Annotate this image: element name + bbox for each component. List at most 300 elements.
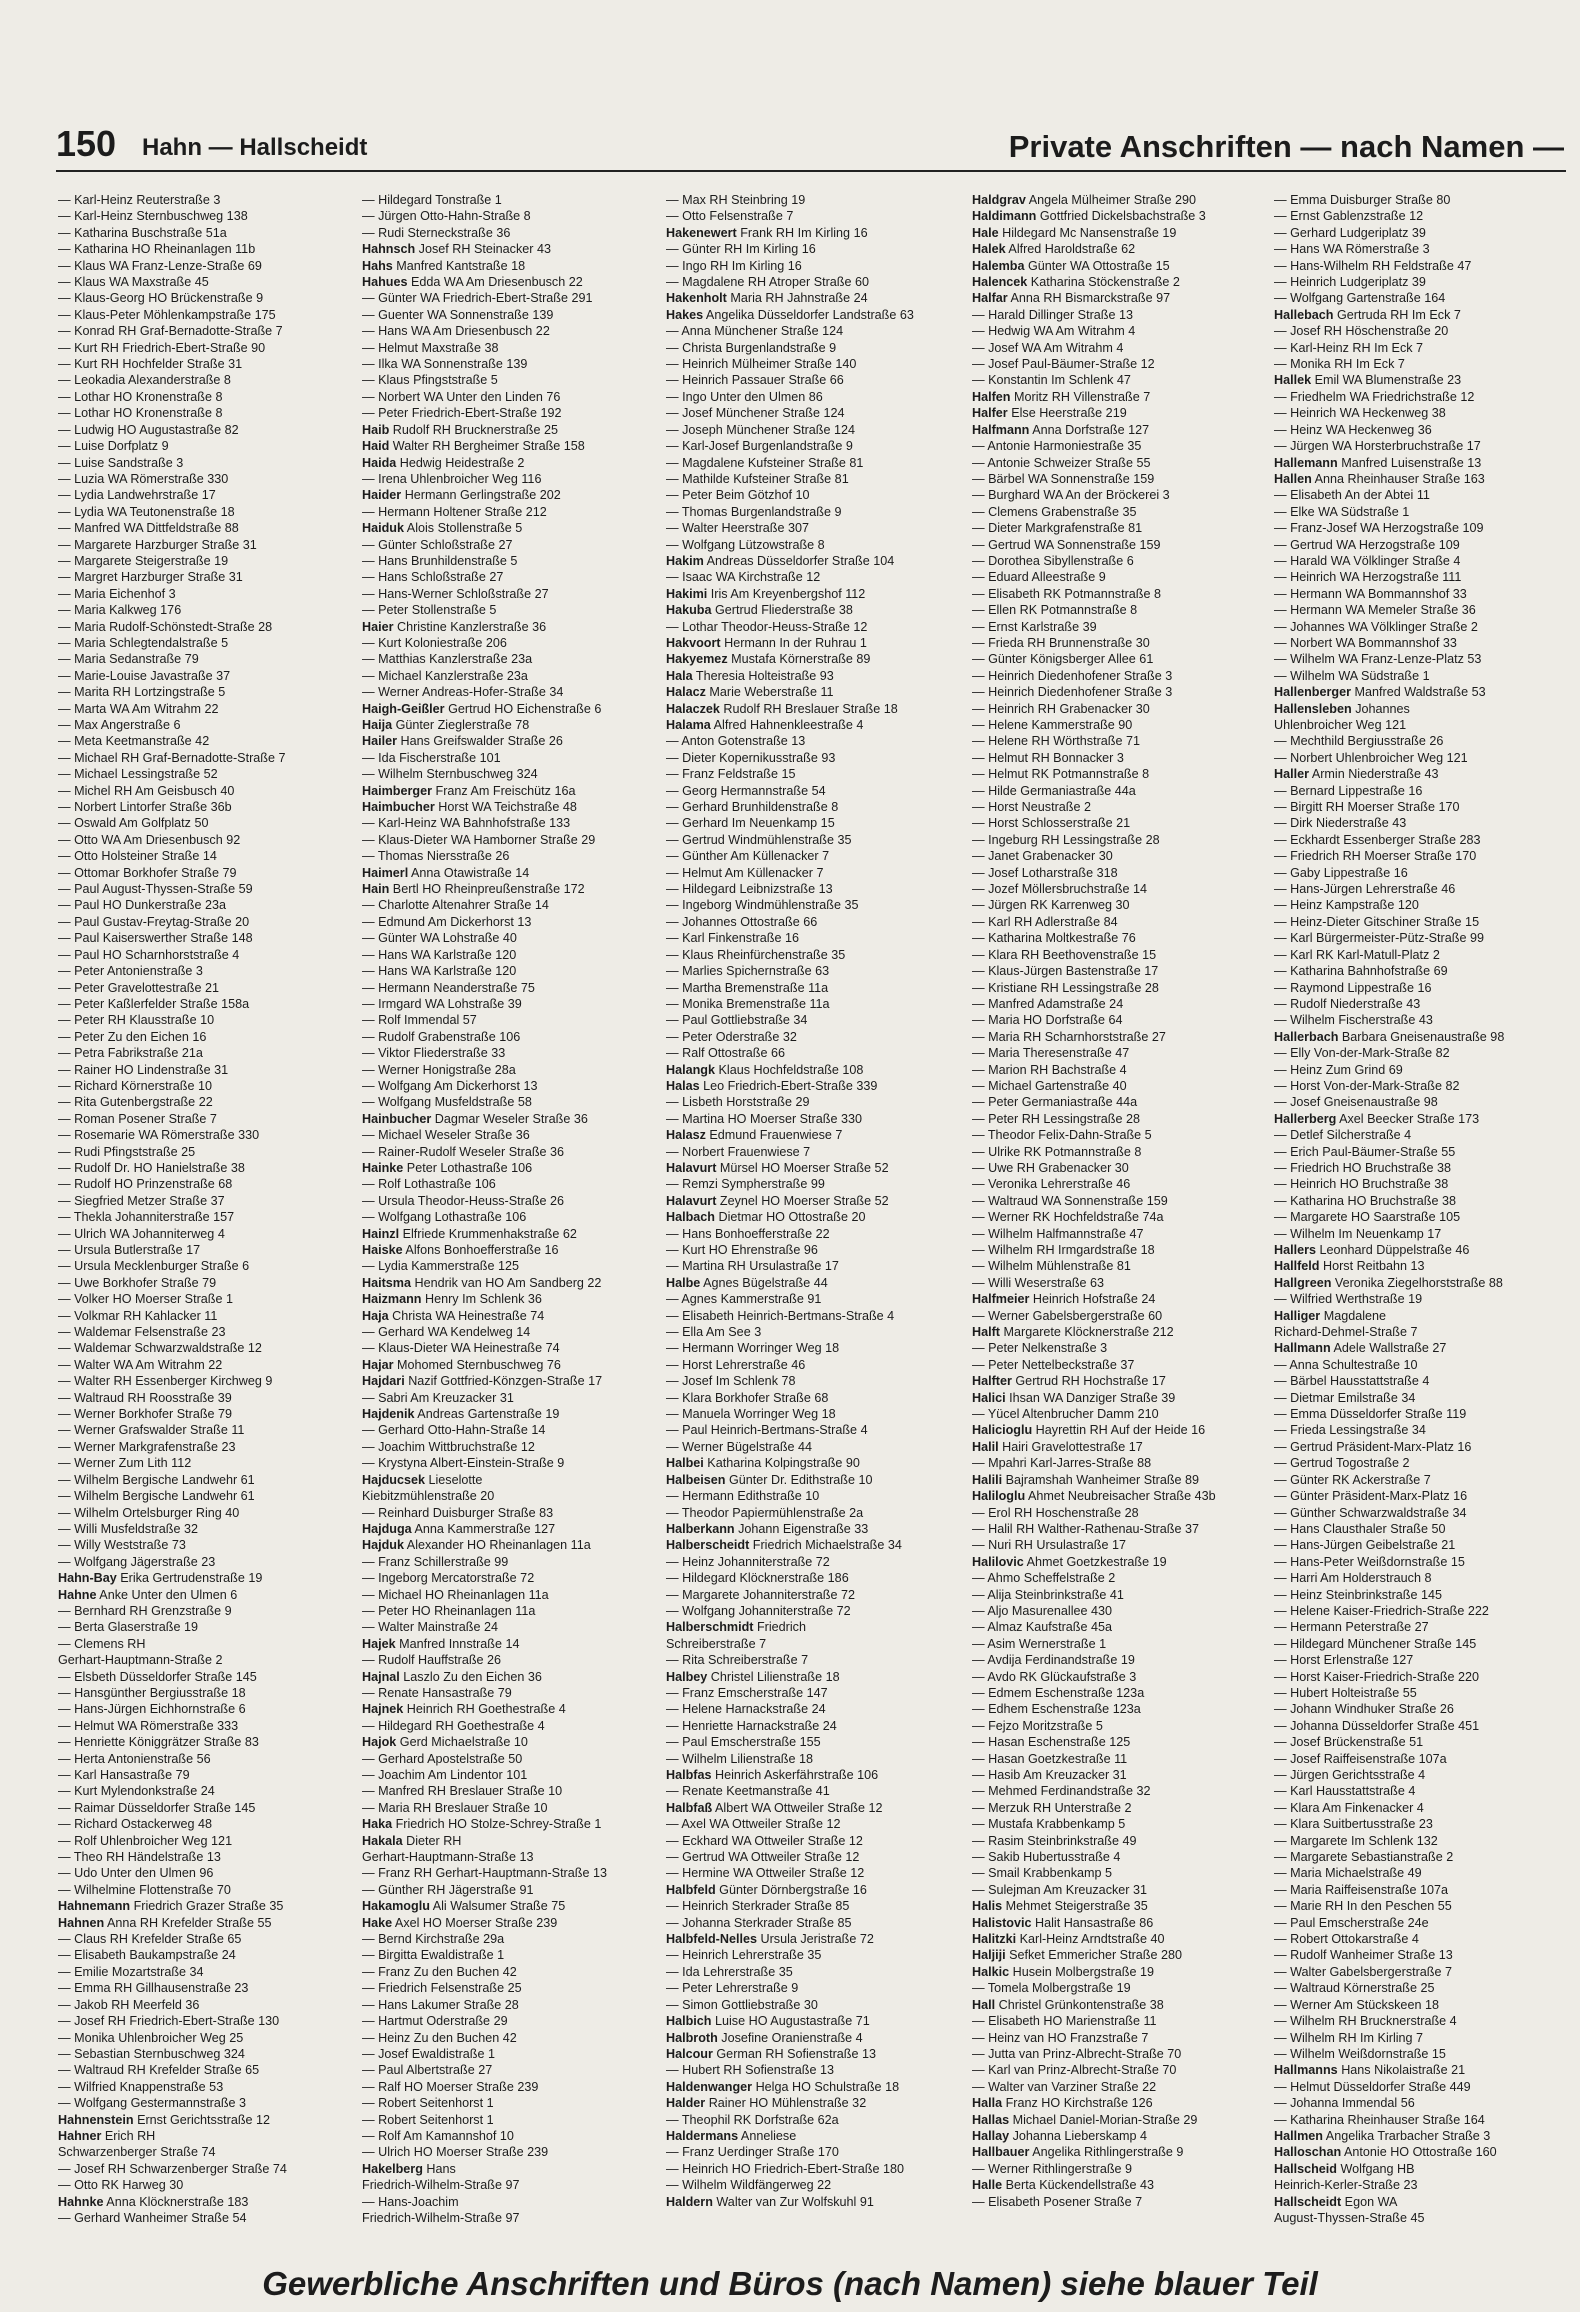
surname: Hallay [972,2128,1010,2143]
directory-entry: — Horst Lehrerstraße 46 [666,1357,806,1372]
directory-entry: — Walter Heerstraße 307 [666,521,810,536]
directory-entry: — Birgitta Ewaldistraße 1 [362,1948,505,1963]
directory-entry: — Krystyna Albert-Einstein-Straße 9 [362,1456,565,1471]
surname: Hakenewert [666,225,737,240]
directory-entry: — Hans WA Am Driesenbusch 22 [362,324,550,339]
directory-entry: Halistovic Halit Hansastraße 86 [972,1915,1154,1930]
directory-entry: — Wilhelm Mühlenstraße 81 [972,1259,1131,1274]
directory-columns [58,192,1566,2232]
header-rule [56,170,1566,172]
directory-entry: — Veronika Lehrerstraße 46 [972,1177,1131,1192]
footer-notice: Gewerbliche Anschriften und Büros (nach Namen) siehe blauer Teil [262,2265,1318,2302]
directory-entry: — Reinhard Duisburger Straße 83 [362,1505,554,1520]
surname: Halbeisen [666,1472,726,1487]
directory-entry: — Franz RH Gerhart-Hauptmann-Straße 13 [362,1866,607,1881]
directory-entry: — Hermann Edithstraße 10 [666,1489,820,1504]
directory-entry: — Michael Lessingstraße 52 [58,767,218,782]
directory-entry: — Joseph Münchener Straße 124 [666,422,856,437]
directory-entry: — Michael RH Graf-Bernadotte-Straße 7 [58,750,286,765]
surname: Hallmen [1274,2128,1323,2143]
directory-entry: — Eckhardt Essenberger Straße 283 [1274,832,1481,847]
surname: Haldenwanger [666,2079,753,2094]
directory-entry: — Gerhard Im Neuenkamp 15 [666,816,835,831]
directory-entry: — Horst Von-der-Mark-Straße 82 [1274,1078,1460,1093]
directory-entry: — Wolfgang Jägerstraße 23 [58,1554,216,1569]
directory-entry: — Hubert Holteistraße 55 [1274,1685,1417,1700]
directory-entry: Haizmann Henry Im Schlenk 36 [362,1292,542,1307]
directory-entry: — Anna Schultestraße 10 [1274,1357,1418,1372]
directory-entry: — Gerhard Otto-Hahn-Straße 14 [362,1423,546,1438]
surname: Halkic [972,1964,1010,1979]
directory-entry: — Lothar HO Kronenstraße 8 [58,406,223,421]
directory-entry: Schwarzenberger Straße 74 [58,2145,216,2160]
directory-entry: — Wilhelm Bergische Landwehr 61 [58,1472,255,1487]
directory-entry: Hallers Leonhard Düppelstraße 46 [1274,1243,1470,1257]
directory-entry: Hallmann Adele Wallstraße 27 [1274,1341,1447,1356]
directory-entry: — Karl Finkenstraße 16 [666,931,799,946]
surname: Hahues [362,275,408,290]
directory-entry: — Richard Ostackerweg 48 [58,1817,212,1832]
directory-entry: — Klaus-Dieter WA Hamborner Straße 29 [362,832,596,847]
surname: Halilovic [972,1554,1024,1569]
directory-entry: Halbeisen Günter Dr. Edithstraße 10 [666,1472,873,1487]
directory-entry: — Ingo Unter den Ulmen 86 [666,389,823,404]
directory-entry: Halbei Katharina Kolpingstraße 90 [666,1456,860,1471]
directory-entry: — Katharina HO Rheinanlagen 11b [58,242,256,257]
directory-entry: — Antonie Harmoniestraße 35 [972,439,1142,454]
directory-entry: — Heinz Zu den Buchen 42 [362,2030,517,2045]
surname: Halaczek [666,701,720,716]
directory-entry: Hallay Johanna Lieberskamp 4 [972,2128,1148,2143]
directory-entry: — Klaus WA Franz-Lenze-Straße 69 [58,258,262,273]
directory-entry: — Hans Schloßstraße 27 [362,570,504,585]
directory-entry: — Margarete Harzburger Straße 31 [58,537,257,552]
directory-entry: — Almaz Kaufstraße 45a [972,1620,1112,1635]
directory-entry: Halder Rainer HO Mühlenstraße 32 [666,2096,867,2111]
directory-entry: — Werner RK Hochfeldstraße 74a [972,1210,1164,1225]
directory-entry: — Franz Feldstraße 15 [666,767,796,782]
directory-entry: — Max Angerstraße 6 [58,718,181,732]
directory-entry: — Klaus-Georg HO Brückenstraße 9 [58,291,264,306]
directory-entry: — Luzia WA Römerstraße 330 [58,471,229,486]
directory-entry: Halfmeier Heinrich Hofstraße 24 [972,1292,1156,1307]
surname: Hakamoglu [362,1899,430,1914]
directory-entry: — Josef Raiffeisenstraße 107a [1274,1751,1447,1766]
directory-entry: — Norbert WA Bommannshof 33 [1274,635,1457,650]
directory-entry: — Hans Brunhildenstraße 5 [362,553,518,568]
directory-entry: — Rudi Sterneckstraße 36 [362,225,511,240]
directory-entry: — Rudolf Dr. HO Hanielstraße 38 [58,1160,245,1175]
directory-entry: — Rudolf Niederstraße 43 [1274,996,1421,1011]
surname: Halistovic [972,1915,1032,1930]
directory-entry: — Kurt Koloniestraße 206 [362,635,507,650]
directory-entry: — Franz Emscherstraße 147 [666,1685,828,1700]
directory-entry: Hahues Edda WA Am Driesenbusch 22 [362,275,583,290]
directory-entry: Halft Margarete Klöcknerstraße 212 [972,1325,1174,1340]
surname: Hallek [1274,373,1312,388]
directory-entry: — Margarete HO Saarstraße 105 [1274,1210,1461,1225]
surname: Hainbucher [362,1111,432,1126]
directory-entry: — Robert Seitenhorst 1 [362,2112,494,2127]
directory-entry: Halliger Magdalene [1274,1308,1387,1323]
directory-entry: — Michel RH Am Geisbusch 40 [58,783,235,798]
surname: Hallensleben [1274,701,1352,716]
directory-entry: Haiduk Alois Stollenstraße 5 [362,521,523,536]
surname: Hajok [362,1735,397,1750]
directory-entry: Hajdari Nazif Gottfried-Könzgen-Straße 17 [362,1374,603,1389]
directory-entry: Haier Christine Kanzlerstraße 36 [362,619,547,634]
directory-entry: Hakyemez Mustafa Körnerstraße 89 [666,652,871,667]
directory-entry: — Dietmar Emilstraße 34 [1274,1390,1416,1405]
directory-entry: — Maria Schlegtendalstraße 5 [58,635,229,650]
directory-entry: — Wolfgang Gestermannstraße 3 [58,2096,247,2111]
directory-entry: — Karl Hausstattstraße 4 [1274,1784,1416,1799]
surname: Halfar [972,291,1008,306]
page-number: 150 [56,123,117,164]
surname: Haja [362,1308,389,1323]
directory-entry: — Alija Steinbrinkstraße 41 [972,1587,1124,1602]
directory-entry: — Harald WA Völklinger Straße 4 [1274,553,1461,568]
directory-entry: — Bernd Kirchstraße 29a [362,1932,505,1947]
directory-entry: Hakvoort Hermann In der Ruhrau 1 [666,635,867,650]
directory-entry: — Wilhelm Weißdornstraße 15 [1274,2046,1446,2061]
directory-entry: — Norbert WA Unter den Linden 76 [362,389,561,404]
directory-entry: — Friedrich RH Moerser Straße 170 [1274,849,1477,864]
surname: Halfen [972,389,1011,404]
directory-entry: — Heinrich Mülheimer Straße 140 [666,357,857,372]
directory-entry: — Eckhard WA Ottweiler Straße 12 [666,1833,863,1848]
surname: Halencek [972,275,1028,290]
directory-entry: — Halil RH Walther-Rathenau-Straße 37 [972,1521,1200,1536]
directory-entry: — Wilhelm Bergische Landwehr 61 [58,1489,255,1504]
directory-entry: Halacz Marie Weberstraße 11 [666,685,834,700]
directory-entry: Hajduga Anna Kammerstraße 127 [362,1521,556,1536]
directory-entry: Haitsma Hendrik van HO Am Sandberg 22 [362,1275,602,1290]
directory-entry: — Hildegard Klöcknerstraße 186 [666,1571,849,1586]
surname: Halavurt [666,1193,717,1208]
surname: Haldgrav [972,193,1026,207]
directory-entry: — Wilhelmine Flottenstraße 70 [58,1882,231,1897]
directory-entry: Hajok Gerd Michaelstraße 10 [362,1735,528,1750]
surname: Hajek [362,1636,396,1651]
directory-entry: — Ursula Mecklenburger Straße 6 [58,1259,250,1274]
directory-entry: — Kurt RH Hochfelder Straße 31 [58,357,243,372]
directory-entry: — Michael HO Rheinanlagen 11a [362,1587,549,1602]
directory-entry: — Wolfgang Lützowstraße 8 [666,537,825,552]
directory-entry: Halili Bajramshah Wanheimer Straße 89 [972,1472,1200,1487]
directory-entry: Hahnen Anna RH Krefelder Straße 55 [58,1915,272,1930]
directory-entry: — Horst Neustraße 2 [972,800,1091,815]
surname: Hahn-Bay [58,1571,117,1586]
page-header [56,118,1564,170]
surname: Haitsma [362,1275,411,1290]
directory-entry: — Maria Theresenstraße 47 [972,1046,1130,1061]
directory-entry: — Maria Kalkweg 176 [58,603,182,618]
directory-entry: Hallen Anna Rheinhauser Straße 163 [1274,471,1485,486]
directory-entry: — Hasib Am Kreuzacker 31 [972,1768,1127,1782]
directory-entry: — Ingo RH Im Kirling 16 [666,258,802,273]
directory-entry: — Jürgen Gerichtsstraße 4 [1274,1768,1426,1782]
directory-entry: — Rudi Pfingststraße 25 [58,1144,196,1159]
directory-entry: — Thekla Johanniterstraße 157 [58,1210,235,1225]
directory-entry: — Avdo RK Glückaufstraße 3 [972,1669,1137,1684]
directory-entry: — Gertrud WA Herzogstraße 109 [1274,537,1460,552]
surname: Halbroth [666,2030,718,2045]
directory-entry: — Jürgen Otto-Hahn-Straße 8 [362,209,531,224]
directory-entry: — Hansgünther Bergiusstraße 18 [58,1685,246,1700]
directory-entry: — Peter Oderstraße 32 [666,1029,797,1044]
directory-entry: — Emma Duisburger Straße 80 [1274,193,1451,207]
directory-entry: Hall Christel Grünkontenstraße 38 [972,1997,1164,2012]
directory-entry: — Günter RK Ackerstraße 7 [1274,1472,1431,1487]
directory-entry: — Kurt HO Ehrenstraße 96 [666,1243,818,1257]
directory-entry: — Jürgen WA Horsterbruchstraße 17 [1274,439,1481,454]
directory-entry: — Fejzo Moritzstraße 5 [972,1718,1103,1733]
surname: Halberscheidt [666,1538,750,1553]
directory-entry: Hajnal Laszlo Zu den Eichen 36 [362,1669,542,1684]
directory-entry: — Bernhard RH Grenzstraße 9 [58,1603,232,1618]
surname: Haib [362,422,390,437]
directory-entry: Haimbucher Horst WA Teichstraße 48 [362,800,577,815]
directory-entry: — Uwe Borkhofer Straße 79 [58,1275,217,1290]
surname: Halbfeld-Nelles [666,1932,757,1947]
surname: Halfmeier [972,1292,1030,1307]
directory-entry: — Paul Heinrich-Bertmans-Straße 4 [666,1423,868,1438]
directory-entry: — Klaus WA Maxstraße 45 [58,275,209,290]
directory-entry: — Maria RH Scharnhorststraße 27 [972,1029,1166,1044]
directory-entry: — Isaac WA Kirchstraße 12 [666,570,821,585]
surname: Hakim [666,553,704,568]
directory-entry: — Mpahri Karl-Jarres-Straße 88 [972,1456,1152,1471]
surname: Halbei [666,1456,704,1471]
directory-entry: — Norbert Lintorfer Straße 36b [58,800,232,815]
directory-entry: Hajdenik Andreas Gartenstraße 19 [362,1407,560,1422]
directory-entry: — Willi Musfeldstraße 32 [58,1521,198,1536]
directory-entry: — Ursula Theodor-Heuss-Straße 26 [362,1193,565,1208]
directory-entry: — Heinz Steinbrinkstraße 145 [1274,1587,1442,1602]
directory-entry: — Günter Präsident-Marx-Platz 16 [1274,1489,1468,1504]
directory-entry: Halcour German RH Sofienstraße 13 [666,2046,876,2061]
directory-entry: Halberscheidt Friedrich Michaelstraße 34 [666,1538,902,1553]
surname: Hahnen [58,1915,105,1930]
directory-entry: — Gertrud Präsident-Marx-Platz 16 [1274,1439,1472,1454]
directory-entry: — Antonie Schweizer Straße 55 [972,455,1151,470]
directory-entry: — Ralf HO Moerser Straße 239 [362,2079,539,2094]
directory-entry: Halloschan Antonie HO Ottostraße 160 [1274,2145,1497,2160]
directory-entry: — Helene Kammerstraße 90 [972,718,1133,732]
directory-entry: — Waltraud Körnerstraße 25 [1274,1981,1435,1996]
directory-entry: — Ilka WA Sonnenstraße 139 [362,357,528,372]
surname: Halbfas [666,1768,712,1782]
directory-entry: Haka Friedrich HO Stolze-Schrey-Straße 1 [362,1817,602,1832]
directory-entry: — Günter WA Friedrich-Ebert-Straße 291 [362,291,593,306]
surname: Halder [666,2096,706,2111]
directory-entry: — Aljo Masurenallee 430 [972,1603,1113,1618]
directory-entry: Halbach Dietmar HO Ottostraße 20 [666,1210,866,1225]
directory-entry: — Lydia Kammerstraße 125 [362,1259,520,1274]
directory-entry: — Rainer HO Lindenstraße 31 [58,1062,229,1077]
directory-entry: — Mehmed Ferdinandstraße 32 [972,1784,1151,1799]
directory-entry: Hahner Erich RH [58,2128,156,2143]
directory-entry: — Konrad RH Graf-Bernadotte-Straße 7 [58,324,283,339]
directory-entry: — Rita Gutenbergstraße 22 [58,1095,213,1110]
directory-entry: — Johannes Ottostraße 66 [666,914,818,929]
directory-entry: — Michael Weseler Straße 36 [362,1128,530,1143]
directory-entry: — Henriette Harnackstraße 24 [666,1718,837,1733]
directory-entry: — Helmut Maxstraße 38 [362,340,499,355]
directory-entry: Halfar Anna RH Bismarckstraße 97 [972,291,1171,306]
directory-entry: Hake Axel HO Moerser Straße 239 [362,1915,558,1930]
directory-entry: — Clemens Grabenstraße 35 [972,504,1137,519]
directory-entry: Haldenwanger Helga HO Schulstraße 18 [666,2079,900,2094]
directory-entry: — Karl RH Adlerstraße 84 [972,914,1118,929]
directory-entry: — Hans-Jürgen Eichhornstraße 6 [58,1702,246,1717]
directory-entry: — Hans-Joachim [362,2194,459,2209]
directory-entry: — Luise Dorfplatz 9 [58,439,169,454]
directory-entry: — Helene Harnackstraße 24 [666,1702,826,1717]
surname: Halle [972,2178,1003,2193]
surname: Halili [972,1472,1003,1487]
directory-entry: Hahnsch Josef RH Steinacker 43 [362,242,551,257]
directory-entry: — Norbert Frauenwiese 7 [666,1144,811,1159]
directory-entry: — Birgitt RH Moerser Straße 170 [1274,800,1460,815]
surname: Haldern [666,2194,713,2209]
directory-entry: — Josef Paul-Bäumer-Straße 12 [972,357,1155,372]
directory-entry: — Matthias Kanzlerstraße 23a [362,652,533,667]
directory-entry: — Anna Münchener Straße 124 [666,324,844,339]
directory-entry: — Walter Mainstraße 24 [362,1620,499,1635]
directory-entry: Halberschmidt Friedrich [666,1620,806,1635]
directory-entry: Friedrich-Wilhelm-Straße 97 [362,2210,520,2225]
directory-entry: Haider Hermann Gerlingstraße 202 [362,488,561,503]
directory-entry: — Karl Bürgermeister-Pütz-Straße 99 [1274,931,1484,946]
directory-entry: — Hildegard Tonstraße 1 [362,193,502,207]
surname: Hallemann [1274,455,1338,470]
surname: Hajdenik [362,1407,415,1422]
directory-entry: — Magdalene Kufsteiner Straße 81 [666,455,864,470]
directory-entry: Halaczek Rudolf RH Breslauer Straße 18 [666,701,898,716]
directory-entry: — Rolf Lothastraße 106 [362,1177,496,1192]
directory-entry: Halasz Edmund Frauenwiese 7 [666,1128,843,1143]
surname: Haiduk [362,521,404,536]
surname: Halavurt [666,1160,717,1175]
directory-entry: — Wolfgang Gartenstraße 164 [1274,291,1446,306]
directory-entry: — Hans-Jürgen Geibelstraße 21 [1274,1538,1456,1553]
directory-entry: Hakenholt Maria RH Jahnstraße 24 [666,291,868,306]
surname: Haida [362,455,397,470]
directory-entry: Halfen Moritz RH Villenstraße 7 [972,389,1151,404]
directory-entry: — Wilhelm Halfmannstraße 47 [972,1226,1144,1241]
directory-entry: Hain Bertl HO Rheinpreußenstraße 172 [362,882,585,897]
directory-entry: — Waldemar Schwarzwaldstraße 12 [58,1341,262,1356]
directory-entry: — Thomas Burgenlandstraße 9 [666,504,842,519]
directory-entry: — Monika Uhlenbroicher Weg 25 [58,2030,244,2045]
directory-entry: — Wilfried Knappenstraße 53 [58,2079,224,2094]
directory-entry: — Joachim Am Lindentor 101 [362,1768,528,1782]
directory-entry: — Margret Harzburger Straße 31 [58,570,243,585]
directory-entry: Halencek Katharina Stöckenstraße 2 [972,275,1180,290]
directory-entry: — Michael Kanzlerstraße 23a [362,668,528,683]
surname: Hajnal [362,1669,400,1684]
directory-entry: — Klaus-Jürgen Bastenstraße 17 [972,964,1159,979]
directory-entry: — Günther Am Küllenacker 7 [666,849,830,864]
directory-entry: — Wilhelm Lilienstraße 18 [666,1751,813,1766]
surname: Halitzki [972,1932,1017,1947]
directory-entry: — Ursula Butlerstraße 17 [58,1243,201,1257]
directory-entry: — Marta WA Am Witrahm 22 [58,701,219,716]
surname: Hahnemann [58,1899,131,1914]
directory-entry: — Robert Ottokarstraße 4 [1274,1932,1419,1947]
directory-entry: — Lydia Landwehrstraße 17 [58,488,216,503]
directory-entry: — Johanna Sterkrader Straße 85 [666,1915,852,1930]
directory-entry: — Paul Kaiserswerther Straße 148 [58,931,253,946]
directory-entry: — Heinz WA Heckenweg 36 [1274,422,1432,437]
directory-entry: — Emma Düsseldorfer Straße 119 [1274,1407,1467,1422]
directory-entry: — Josef RH Schwarzenberger Straße 74 [58,2161,287,2176]
directory-entry: — Bärbel Hausstattstraße 4 [1274,1374,1430,1389]
directory-entry: — Petra Fabrikstraße 21a [58,1046,203,1061]
directory-entry: — Renate Keetmanstraße 41 [666,1784,830,1799]
directory-entry: — Rudolf HO Prinzenstraße 68 [58,1177,233,1192]
directory-entry: — Helene RH Wörthstraße 71 [972,734,1140,749]
directory-entry: Halfer Else Heerstraße 219 [972,406,1127,421]
directory-entry: — Otto Holsteiner Straße 14 [58,849,217,864]
directory-entry: — Josef RH Friedrich-Ebert-Straße 130 [58,2014,280,2029]
directory-entry: — Paul HO Scharnhorststraße 4 [58,947,240,962]
directory-entry: Halicioglu Hayrettin RH Auf der Heide 16 [972,1423,1206,1438]
surname: Hahs [362,258,393,273]
directory-entry: — Peter HO Rheinanlagen 11a [362,1603,536,1618]
surname: Hallerberg [1274,1111,1337,1126]
directory-entry: Gerhart-Hauptmann-Straße 13 [362,1850,534,1865]
directory-entry: — Rosemarie WA Römerstraße 330 [58,1128,260,1143]
directory-entry: Halbich Luise HO Augustastraße 71 [666,2014,870,2029]
directory-entry: — Detlef Silcherstraße 4 [1274,1128,1412,1143]
directory-entry: — Erich Paul-Bäumer-Straße 55 [1274,1144,1456,1159]
directory-entry: — Herta Antonienstraße 56 [58,1751,211,1766]
directory-entry: — Gertrud Windmühlenstraße 35 [666,832,852,847]
directory-entry: — Maria Michaelstraße 49 [1274,1866,1422,1881]
directory-entry: Hallscheidt Egon WA [1274,2194,1398,2209]
directory-entry: — Elke WA Südstraße 1 [1274,504,1410,519]
directory-entry: — Hilde Germaniastraße 44a [972,783,1136,798]
directory-entry: — Werner Gabelsbergerstraße 60 [972,1308,1163,1323]
directory-entry: — Walter WA Am Witrahm 22 [58,1357,223,1372]
surname: Haldermans [666,2128,739,2143]
directory-entry: Hallenberger Manfred Waldstraße 53 [1274,685,1486,700]
directory-entry: — Burghard WA An der Bröckerei 3 [972,488,1170,503]
directory-entry: — Roman Posener Straße 7 [58,1111,217,1126]
directory-entry: Halas Leo Friedrich-Ebert-Straße 339 [666,1078,878,1093]
directory-entry: — Helene Kaiser-Friedrich-Straße 222 [1274,1603,1489,1618]
directory-entry: — Maria RH Breslauer Straße 10 [362,1800,548,1815]
surname: Hahne [58,1587,97,1602]
directory-entry: Halfmann Anna Dorfstraße 127 [972,422,1150,437]
surname: Hahner [58,2128,102,2143]
directory-entry: — Waltraud RH Krefelder Straße 65 [58,2063,260,2078]
directory-entry: — Katharina Bahnhofstraße 69 [1274,964,1448,979]
directory-entry: — Axel WA Ottweiler Straße 12 [666,1817,841,1832]
directory-entry: — Elisabeth HO Marienstraße 11 [972,2014,1157,2029]
directory-entry: — Hasan Goetzkestraße 11 [972,1751,1128,1766]
surname: Haizmann [362,1292,422,1307]
surname: Halliger [1274,1308,1321,1323]
surname: Hakimi [666,586,708,601]
directory-entry: — Kurt RH Friedrich-Ebert-Straße 90 [58,340,266,355]
directory-entry: — Ingeborg Windmühlenstraße 35 [666,898,859,913]
directory-entry: — Udo Unter den Ulmen 96 [58,1866,214,1881]
directory-entry: — Ulrich HO Moerser Straße 239 [362,2145,549,2160]
